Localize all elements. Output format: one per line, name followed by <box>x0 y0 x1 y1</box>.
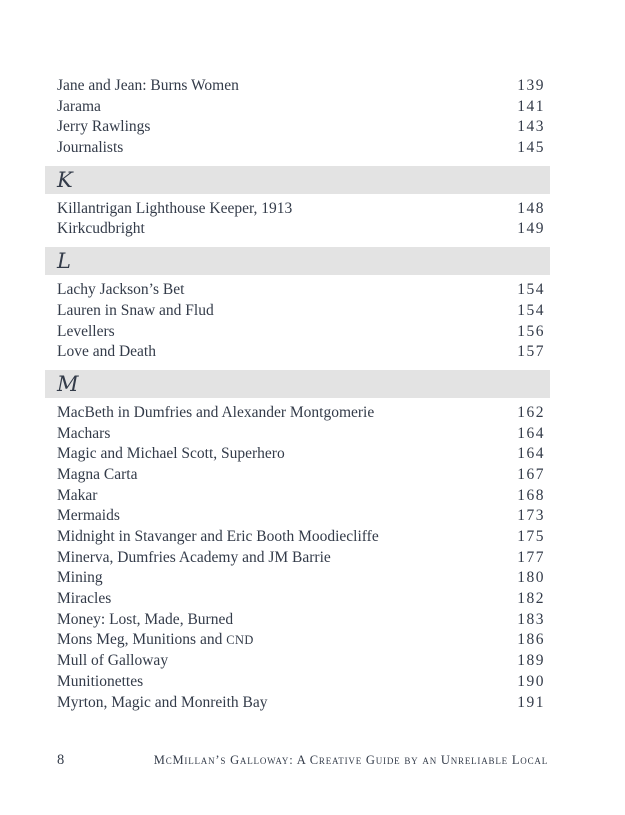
toc-entry <box>45 199 550 220</box>
entry-page-number: 191 <box>517 693 545 711</box>
entry-title: Levellers <box>57 322 115 340</box>
entry-title: Magic and Michael Scott, Superhero <box>57 445 285 463</box>
page-footer <box>57 752 548 769</box>
entry-title-smallcaps: CND <box>226 633 254 648</box>
toc-entry <box>45 322 550 343</box>
entry-title: Machars <box>57 424 111 442</box>
entry-title: Journalists <box>57 139 124 157</box>
entry-page-number: 168 <box>517 486 545 504</box>
toc-entry <box>45 219 550 240</box>
toc-entry <box>45 76 550 97</box>
entry-page-number: 145 <box>517 139 545 157</box>
toc-entry <box>45 301 550 322</box>
toc-entry <box>45 465 550 486</box>
toc-entry <box>45 424 550 445</box>
folio-page-number: 8 <box>57 752 65 768</box>
entry-page-number: 183 <box>517 610 545 628</box>
toc-entry <box>45 97 550 118</box>
toc-entry <box>45 548 550 569</box>
section-band-m <box>45 370 550 398</box>
entry-page-number: 164 <box>517 424 545 442</box>
toc-entry <box>45 486 550 507</box>
toc-list <box>45 76 550 713</box>
entry-title: Munitionettes <box>57 672 144 690</box>
entry-title: MacBeth in Dumfries and Alexander Montgomerie <box>57 403 375 421</box>
section-letter: L <box>57 249 71 274</box>
entry-title: Jarama <box>57 97 101 115</box>
entry-page-number: 154 <box>517 281 545 299</box>
entry-page-number: 177 <box>517 548 545 566</box>
entry-page-number: 175 <box>517 528 545 545</box>
entry-page-number: 164 <box>517 445 545 463</box>
entry-title: Myrton, Magic and Monreith Bay <box>57 693 268 711</box>
entry-page-number: 156 <box>517 322 545 340</box>
toc-entry <box>45 506 550 527</box>
entry-title: Minerva, Dumfries Academy and JM Barrie <box>57 548 331 566</box>
toc-entry <box>45 280 550 301</box>
toc-entry <box>45 672 550 693</box>
entry-title: Kirkcudbright <box>57 220 145 238</box>
entry-page-number: 162 <box>517 403 545 421</box>
entry-title: Mull of Galloway <box>57 652 169 670</box>
toc-entry <box>45 630 550 651</box>
toc-entry <box>45 527 550 548</box>
entry-page-number: 154 <box>517 301 545 319</box>
entry-page-number: 189 <box>517 652 545 670</box>
section-letter: K <box>57 167 73 192</box>
toc-entry <box>45 693 550 714</box>
entry-page-number: 143 <box>517 118 545 136</box>
toc-entry <box>45 403 550 424</box>
section-band-l <box>45 247 550 275</box>
toc-entry <box>45 610 550 631</box>
toc-entry <box>45 138 550 159</box>
toc-entry <box>45 342 550 363</box>
toc-entry <box>45 589 550 610</box>
entry-title: Mining <box>57 569 103 587</box>
entry-title: Mons Meg, Munitions and CND <box>57 631 254 649</box>
toc-entry <box>45 651 550 672</box>
entry-page-number: 182 <box>517 590 545 608</box>
entry-page-number: 141 <box>517 97 545 115</box>
entry-title: Jerry Rawlings <box>57 118 151 136</box>
entry-page-number: 173 <box>517 507 545 525</box>
entry-page-number: 149 <box>517 220 545 238</box>
entry-title: Jane and Jean: Burns Women <box>57 77 239 94</box>
entry-title: Love and Death <box>57 343 156 361</box>
toc-entry <box>45 117 550 138</box>
entry-page-number: 186 <box>517 631 545 649</box>
running-title: McMillan’s Galloway: A Creative Guide by an Unreliable Local <box>153 753 548 767</box>
entry-title: Magna Carta <box>57 465 138 483</box>
entry-title: Lauren in Snaw and Flud <box>57 301 214 319</box>
entry-title: Makar <box>57 486 98 504</box>
entry-page-number: 148 <box>517 199 545 217</box>
entry-page-number: 139 <box>517 77 545 94</box>
entry-title: Mermaids <box>57 507 120 525</box>
toc-entry <box>45 444 550 465</box>
entry-title: Lachy Jackson’s Bet <box>57 281 185 299</box>
section-letter: M <box>57 371 79 396</box>
entry-title: Money: Lost, Made, Burned <box>57 610 234 628</box>
section-band-k <box>45 166 550 194</box>
entry-page-number: 167 <box>517 465 545 483</box>
entry-page-number: 157 <box>517 343 545 361</box>
entry-page-number: 180 <box>517 569 545 587</box>
entry-title: Killantrigan Lighthouse Keeper, 1913 <box>57 199 293 217</box>
toc-entry <box>45 568 550 589</box>
entry-page-number: 190 <box>517 672 545 690</box>
entry-title: Midnight in Stavanger and Eric Booth Moodiecliffe <box>57 528 379 545</box>
entry-title: Miracles <box>57 590 112 608</box>
